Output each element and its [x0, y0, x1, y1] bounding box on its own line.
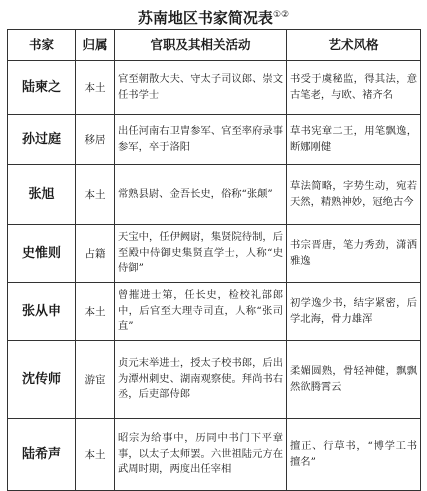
calligrapher-name: 沈传师 [8, 341, 76, 419]
table-row [8, 419, 421, 491]
origin-cell: 游宦 [76, 341, 115, 419]
style-cell: 初学逸少书，结字紧密，后学北海，骨力雄浑 [287, 283, 421, 341]
header-calligrapher: 书家 [8, 30, 76, 61]
calligrapher-name: 陆希声 [8, 419, 76, 491]
calligrapher-name: 张旭 [8, 165, 76, 225]
calligrapher-name: 史惟则 [8, 225, 76, 283]
table-row [8, 225, 421, 283]
calligrapher-name: 孙过庭 [8, 115, 76, 165]
style-cell: 擅正、行草书，“博学工书擅名” [287, 419, 421, 491]
table-row [8, 341, 421, 419]
style-cell: 书受于虞秘监，得其法，意古笔老，与欧、褚齐名 [287, 61, 421, 115]
title-text: 苏南地区书家简况表 [137, 9, 273, 27]
origin-cell: 本土 [76, 165, 115, 225]
origin-cell: 本土 [76, 283, 115, 341]
activity-cell: 出任河南右卫胄参军、官至率府录事参军，卒于洛阳 [115, 115, 287, 165]
origin-cell: 占籍 [76, 225, 115, 283]
activity-cell: 天宝中，任伊阙尉，集贤院待制，后至殿中侍御史集贤直学士，人称“史侍御” [115, 225, 287, 283]
table-row [8, 61, 421, 115]
origin-cell: 本土 [76, 61, 115, 115]
style-cell: 草书宪章二王，用笔飘逸，断娜刚健 [287, 115, 421, 165]
activity-cell: 常熟县尉、金吾长史，俗称“张颠” [115, 165, 287, 225]
title-footnote-marks: ①② [272, 10, 290, 20]
activity-cell: 曾摧进士第，任长史，检校礼部郎中，后官至大理寺司直，人称“张司直” [115, 283, 287, 341]
calligrapher-name: 陆柬之 [8, 61, 76, 115]
table-row [8, 283, 421, 341]
activity-cell: 贞元末举进士，授太子校书郎，后出为潭州刺史、湖南观察使。拜尚书右丞，后吏部侍郎 [115, 341, 287, 419]
origin-cell: 本土 [76, 419, 115, 491]
calligraphers-table [7, 29, 421, 491]
activity-cell: 昭宗为给事中，历同中书门下平章事，以太子太师罢。六世祖陆元方在武周时期，两度出任宰相 [115, 419, 287, 491]
table-row [8, 165, 421, 225]
header-origin: 归属 [76, 30, 115, 61]
style-cell: 柔媚圆熟，骨轻神健，飘飘然欲腾霄云 [287, 341, 421, 419]
calligrapher-name: 张从申 [8, 283, 76, 341]
origin-cell: 移居 [76, 115, 115, 165]
style-cell: 书宗晋唐，笔力秀劲，潇洒雅逸 [287, 225, 421, 283]
style-cell: 草法简略，字势生动，宛若天然，精熟神妙，冠绝古今 [287, 165, 421, 225]
header-style: 艺术风格 [287, 30, 421, 61]
header-row [8, 30, 421, 61]
activity-cell: 官至朝散大夫、守太子司议郎、崇文任书学士 [115, 61, 287, 115]
table-row [8, 115, 421, 165]
table-title [0, 2, 427, 28]
header-activity: 官职及其相关活动 [115, 30, 287, 61]
